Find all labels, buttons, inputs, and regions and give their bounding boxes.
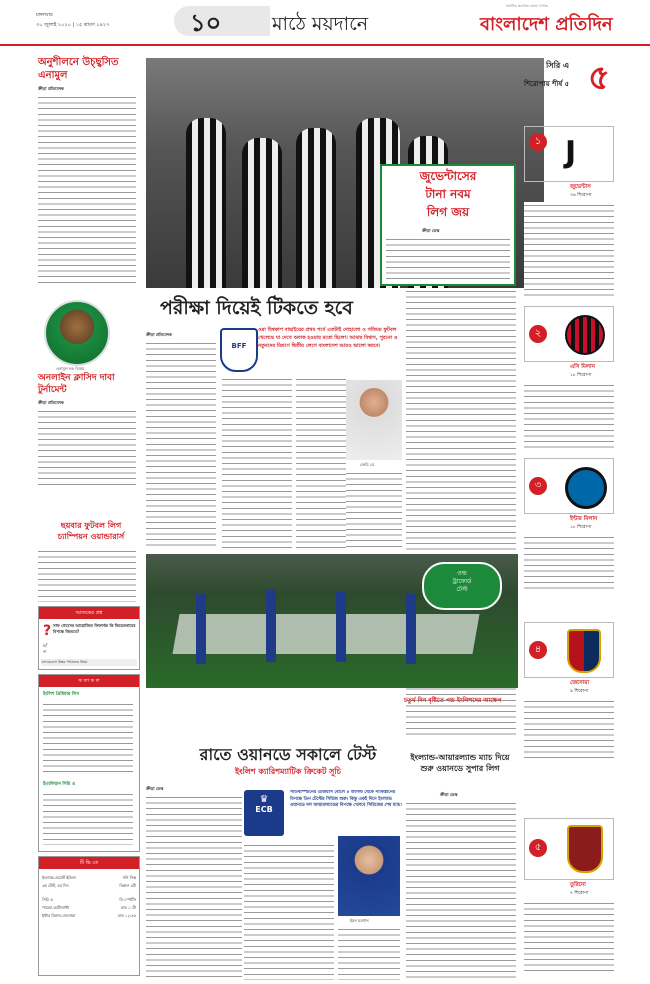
club-text [524, 534, 614, 592]
club-titles: ৭ শিরোপা [570, 891, 589, 896]
right-column [520, 48, 620, 984]
rain-title: চতুর্থ দিন বৃষ্টিতে পন্ড ইংলিশদের আক্ষেপ [404, 697, 502, 704]
feature-headline: পরীক্ষা দিয়েই টিকতে হবে [160, 297, 353, 319]
juventus-title-line1: জুভেন্টাসের [419, 169, 477, 183]
club-rank: ৪ [529, 641, 547, 659]
series-title-main: শিরোপায় শীর্ষ ৫ [524, 80, 570, 88]
feature-body-col3 [296, 376, 346, 548]
poll-box [38, 606, 140, 670]
tv-event: ইংল্যান্ড-ওয়েস্ট ইন্ডিজ [42, 875, 76, 880]
ireland-byline: ক্রীড়া ডেস্ক [440, 792, 458, 797]
tv-row [42, 897, 136, 904]
club-rank: ৫ [529, 839, 547, 857]
ecb-label: ECB [255, 805, 273, 814]
rain-badge-line3: টেস্ট [456, 586, 468, 593]
club-titles: ৩৬ শিরোপা [570, 193, 592, 198]
club-badge-inter [524, 458, 614, 514]
feature-body-col2 [222, 376, 292, 548]
club-text [524, 698, 614, 760]
club-titles: ১৮ শিরোপা [570, 373, 592, 378]
torino-logo-icon [567, 825, 603, 873]
tv-channel: ডি স্পোর্টস [119, 897, 136, 902]
results-sub1: ইংলিশ প্রিমিয়ার লিগ [43, 692, 80, 697]
ecb-logo [244, 790, 284, 836]
tv-row [42, 875, 136, 882]
ecb-quote: সাউথাম্পটনের এজিয়াস বোলে ৪ আগস্ট থেকে পাকিস্তানের বিপক্ষে তিন টেস্টের সিরিজ শুরু। কিন্তু একই দিনে ইংল্যান্ড ওয়ানডে দল আয়ারল্যান্ডের বিপক্ষে খেলবে সিরিজের শেষ ম্যাচ। [290, 790, 402, 809]
pull-quote: ওরা বিশ্বকাপ বাছাইয়ের প্রথম পর্বে এতটাই দোহালো ও গতিময় ফুটবল খেলেছে যা দেখে অবাক হওয়ার মতো ছিলো। আমার বিশ্বাস, পুরনো ও নতুনদের মিশ্রণে দ্বিতীয় লেগে বাংলাদেশ আরও ভালো করবে। [258, 327, 398, 349]
page-header [0, 0, 650, 46]
feature-body-col1 [146, 340, 216, 548]
club-rank: ২ [529, 325, 547, 343]
captain-caption: ইয়ন মরগান [350, 918, 369, 923]
tv-box [38, 856, 140, 976]
tv-event: সিরি এ [42, 897, 53, 902]
bottom-byline: ক্রীড়া ডেস্ক [146, 786, 164, 791]
club-text [524, 202, 614, 298]
rain-badge-line1: ওল্ড [457, 570, 467, 577]
story1-title: অনুশীলনে উচ্ছ্বসিত এনামুল [38, 57, 119, 81]
tv-heading: টি ভি তে [39, 857, 139, 869]
story2-body [38, 408, 136, 486]
bottom-body-col2 [244, 842, 334, 980]
results-list1 [43, 701, 133, 775]
tv-channel: বিকাল ৪টা [119, 883, 136, 888]
brand-logo: বাংলাদেশ প্রতিদিন [480, 14, 613, 35]
club-name: জুভেন্টাস [570, 184, 591, 190]
tv-row [42, 913, 136, 920]
club-titles: ১৮ শিরোপা [570, 525, 592, 530]
acmilan-logo-icon [565, 315, 605, 355]
story2-byline: ক্রীড়া প্রতিবেদক [38, 400, 64, 405]
results-list2 [43, 791, 133, 845]
tv-event: প্যারমা-আটালান্টা [42, 905, 70, 910]
poll-options [43, 643, 47, 655]
poll-option-yes[interactable]: হ্যাঁ [43, 643, 48, 648]
bff-logo [220, 328, 258, 372]
juventus-title-line3: লিগ জয় [426, 205, 470, 219]
juventus-title-line2: টানা নবম [425, 187, 471, 201]
juventus-byline: ক্রীড়া ডেস্ক [422, 228, 440, 233]
club-badge-juventus [524, 126, 614, 182]
poll-question: সাফ গেমসের আয়োজিত ফিফার্নন্ড কি ভিয়েতনামের বিপক্ষে জিতবে? [53, 623, 136, 634]
club-titles: ৯ শিরোপা [570, 689, 589, 694]
bff-logo-text: BFF [231, 342, 247, 350]
results-sub2: ইতালিয়ান সিরি এ [43, 782, 76, 787]
story3-title: ছয়বার ফুটবল লিগ চ্যাম্পিয়ন ওয়ান্ডারার্স [57, 521, 125, 541]
ecb-crown-icon: ♛ [259, 794, 269, 805]
story1-body [38, 94, 136, 286]
club-badge-torino [524, 818, 614, 880]
club-badge-genoa [524, 622, 614, 678]
section-title: মাঠে ময়দানে [272, 13, 369, 35]
player-photo [44, 300, 110, 366]
ireland-title: ইংল্যান্ড-আয়ারল্যান্ড ম্যাচ দিয়ে শুরু ওয়ানডে সুপার লিগ [410, 753, 510, 773]
brand-tagline: সর্বাধিক প্রচারিত বাংলা দৈনিক [506, 4, 548, 8]
captain-photo [338, 836, 400, 916]
poll-option-no[interactable]: না [43, 649, 47, 654]
ireland-body [406, 800, 516, 980]
page-number-badge [174, 6, 270, 36]
header-date: ৩০ জুলাই ২০২০ | ১৫ শ্রাবণ ১৪২৭ [36, 22, 110, 28]
juventus-body [386, 236, 510, 280]
story3-body [38, 548, 136, 602]
results-box [38, 674, 140, 852]
club-rank: ৩ [529, 477, 547, 495]
club-name: জেনোয়া [570, 680, 590, 686]
page-number: ১০ [190, 9, 222, 37]
bottom-body-col3 [338, 926, 400, 980]
club-name: তুরিনো [570, 882, 586, 888]
club-name: ইন্টার মিলান [570, 516, 598, 522]
series-title-small: সিরি এ [546, 61, 570, 70]
inter-logo-icon [565, 467, 607, 509]
poll-sms: এসএমএসে উত্তর পাঠানোর নিয়ম [41, 659, 137, 666]
club-badge-acmilan [524, 306, 614, 362]
club-name: এসি মিলান [570, 364, 595, 370]
story2-title: অনলাইন ক্লাসিদ দাবা টুর্নামেন্ট [38, 373, 115, 395]
tv-event: ইন্টার মিলান-জেনোয়া [42, 913, 76, 918]
juventus-logo-icon: J [565, 135, 577, 170]
bottom-subhead: ইংলিশ ক্যারিশম্যাটিক ক্রিকেট সূচি [235, 767, 341, 776]
club-rank: ১ [529, 133, 547, 151]
club-text [524, 900, 614, 972]
feature-body-col4 [346, 470, 402, 548]
poll-heading: আজকের প্রশ্ন [39, 607, 139, 619]
club-text [524, 382, 614, 448]
tv-event: ৩য় টেস্ট, ৫ম দিন [42, 883, 69, 888]
tv-channel: রাত ১২:৪৫ [117, 913, 136, 918]
rain-badge-line2: ট্রাফোর্ড [452, 578, 472, 585]
feature-byline: ক্রীড়া প্রতিবেদক [146, 332, 172, 337]
coach-caption: জেমি ডে [360, 462, 375, 467]
header-day: মঙ্গলবার [36, 12, 53, 18]
tv-row [42, 905, 136, 912]
left-column [38, 48, 138, 984]
story1-byline: ক্রীড়া প্রতিবেদক [38, 86, 64, 91]
rain-badge [422, 562, 502, 610]
series-number-big: ৫ [588, 58, 611, 98]
tv-row [42, 883, 136, 890]
bottom-body-col1 [146, 794, 242, 980]
poll-number-icon: ? [43, 623, 52, 639]
results-heading: ফ লা ফ ল [39, 675, 139, 687]
player-caption: এনামুল হক বিজয় [56, 366, 85, 371]
tv-channel: সনি সিক্স [122, 875, 136, 880]
genoa-logo-icon [567, 629, 601, 673]
coach-photo [346, 380, 402, 460]
juventus-title-box [380, 164, 516, 286]
tv-channel: রাত ১০টা [120, 905, 136, 910]
bottom-headline: রাতে ওয়ানডে সকালে টেস্ট [199, 745, 377, 764]
